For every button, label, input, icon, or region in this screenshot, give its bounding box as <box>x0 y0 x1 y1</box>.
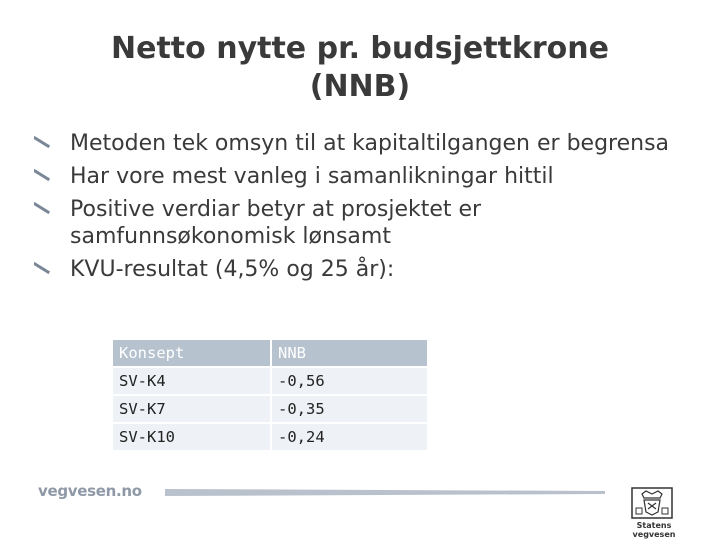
slide-title-line-1: Netto nytte pr. budsjettkrone <box>111 31 609 66</box>
table-cell-konsept: SV-K7 <box>113 396 270 422</box>
bullet-mark-icon <box>34 201 50 215</box>
table-cell-konsept: SV-K10 <box>113 424 270 450</box>
bullet-mark-icon <box>34 135 50 149</box>
table-row <box>113 368 427 394</box>
statens-vegvesen-logo-icon <box>630 486 674 520</box>
bullet-text: Metoden tek omsyn til at kapitaltilgangen er begrensa <box>70 131 670 156</box>
footer-divider <box>165 489 605 496</box>
table-row <box>113 424 427 450</box>
bullet-mark-icon <box>34 261 50 275</box>
bullet-item <box>34 256 674 283</box>
bullet-text: KVU-resultat (4,5% og 25 år): <box>70 257 395 282</box>
bullet-text: Positive verdiar betyr at prosjektet er samfunnsøkonomisk lønsamt <box>70 197 482 249</box>
results-table <box>111 338 429 452</box>
bullet-mark-icon <box>34 168 50 182</box>
table-cell-nnb: -0,56 <box>272 368 427 394</box>
bullet-text: Har vore mest vanleg i samanlikningar hittil <box>70 164 554 189</box>
table-row <box>113 396 427 422</box>
column-header-nnb: NNB <box>272 340 427 366</box>
brand-wordmark: vegvesen.no <box>38 482 142 500</box>
slide-title <box>60 30 660 106</box>
table-header-row <box>113 340 427 366</box>
slide-title-line-2: (NNB) <box>309 69 411 104</box>
column-header-konsept: Konsept <box>113 340 270 366</box>
table-cell-nnb: -0,24 <box>272 424 427 450</box>
bullet-item <box>34 196 674 250</box>
bullet-item <box>34 130 674 157</box>
bullet-item <box>34 163 674 190</box>
logo-caption: Statens vegvesen <box>632 521 676 539</box>
table-cell-nnb: -0,35 <box>272 396 427 422</box>
table-cell-konsept: SV-K4 <box>113 368 270 394</box>
bullet-list <box>34 130 674 289</box>
